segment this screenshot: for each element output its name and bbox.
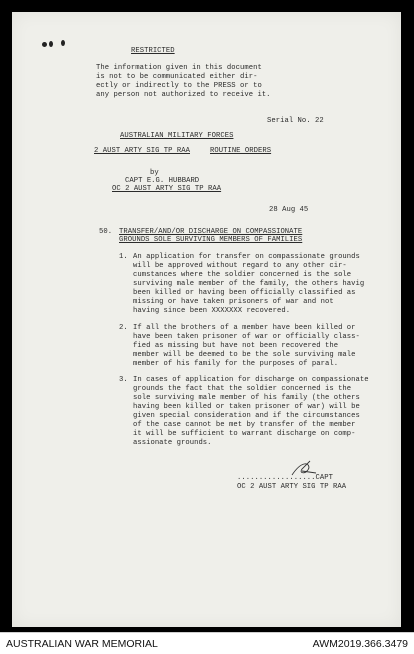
item-heading-line: TRANSFER/AND/OR DISCHARGE ON COMPASSIONATE [119,228,303,236]
paragraph-number: 1. [119,253,128,261]
paragraph-line: having been killed or taken prisoner of war) will be [133,403,360,411]
notice-line: ectly or indirectly to the PRESS or to [96,82,262,90]
paragraph-line: will be approved without regard to any other cir- [133,262,347,270]
paragraph-line: grounds the fact that the soldier concerned is the [133,385,352,393]
paragraph-line: it will be sufficient to warrant discharge on comp- [133,430,356,438]
order-date: 28 Aug 45 [269,206,309,214]
notice-line: any person not authorized to receive it. [96,91,271,99]
paragraph-line: cumstances where the soldier concerned is the sole [133,271,352,279]
signature-unit: OC 2 AUST ARTY SIG TP RAA [237,483,347,491]
paragraph-line: fied as missing but have not been recovered the [133,342,339,350]
unit-name: 2 AUST ARTY SIG TP RAA [94,147,190,155]
paragraph-line: missing or have taken prisoners of war and not [133,298,334,306]
restricted-heading: RESTRICTED [131,47,175,55]
document-page [12,12,401,627]
paragraph-line: have been taken prisoner of war or officially class- [133,333,360,341]
paragraph-line: assionate grounds. [133,439,212,447]
paragraph-line: been killed or having been officially classified as [133,289,356,297]
paragraph-number: 2. [119,324,128,332]
paragraph-line: surviving male member of the family, the others havig [133,280,365,288]
paragraph-number: 3. [119,376,128,384]
notice-line: is not to be communicated either dir- [96,73,258,81]
punch-hole [49,41,53,47]
paragraph-line: If all the brothers of a member have been killed or [133,324,356,332]
paragraph-line: sole surviving male member of his family (the others [133,394,360,402]
footer-accession-number: AWM2019.366.3479 [312,638,408,650]
by-label: by [150,169,159,177]
organisation-title: AUSTRALIAN MILITARY FORCES [120,132,234,140]
paragraph-line: An application for transfer on compassionate grounds [133,253,360,261]
paragraph-line: member of his family for the purposes of paral. [133,360,339,368]
officer-name: CAPT E.G. HUBBARD [125,177,200,185]
footer-institution: AUSTRALIAN WAR MEMORIAL [6,638,158,650]
paragraph-line: member will be deemed to be the sole surviving male [133,351,356,359]
footer-bar [0,632,414,654]
orders-title: ROUTINE ORDERS [210,147,272,155]
item-heading-line: GROUNDS SOLE SURVIVING MEMBERS OF FAMILIES [119,236,303,244]
paragraph-line: given special consideration and if the circumstances [133,412,360,420]
item-number: 50. [99,228,113,236]
signature-line: ..................CAPT [237,474,333,482]
paragraph-line: having since been XXXXXXX recovered. [133,307,291,315]
paragraph-line: of the case cannot be met by transfer of the member [133,421,356,429]
notice-line: The information given in this document [96,64,262,72]
serial-number: Serial No. 22 [267,117,324,125]
punch-hole [42,42,47,47]
punch-hole [61,40,65,46]
officer-title: OC 2 AUST ARTY SIG TP RAA [112,185,222,193]
paragraph-line: In cases of application for discharge on compassionate [133,376,369,384]
